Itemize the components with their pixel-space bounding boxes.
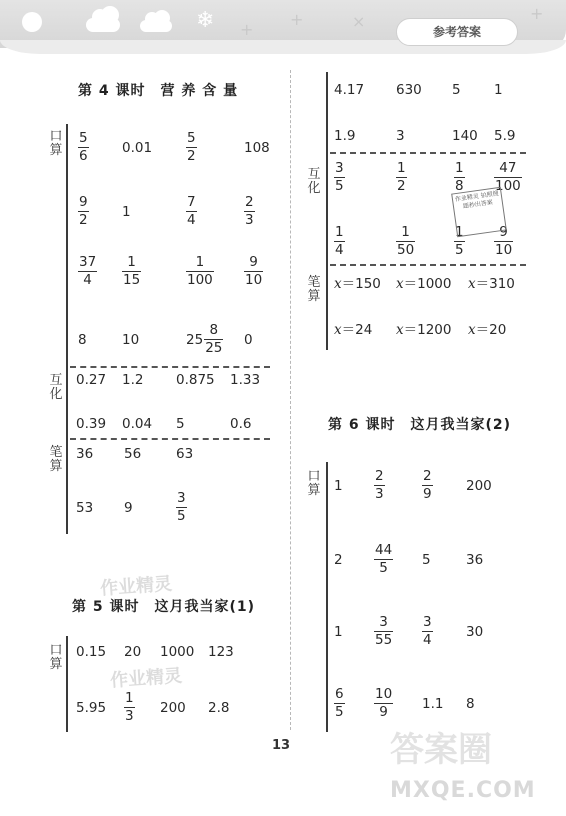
equation-value: ＝150 (341, 276, 381, 292)
fraction-numerator: 1 (455, 160, 464, 176)
answer-value: 1 (494, 82, 503, 98)
fraction-numerator: 47 (499, 160, 517, 176)
fraction-numerator: 1 (125, 690, 134, 706)
lesson4-divider-1 (70, 366, 270, 368)
answer-value: 140 (452, 128, 478, 144)
fraction-numerator: 9 (249, 254, 258, 270)
fraction-numerator: 1 (401, 224, 410, 240)
answer-value: 1.2 (122, 372, 144, 388)
header-banner (0, 0, 566, 48)
fraction-denominator: 8 (455, 178, 464, 194)
answer-value: 200 (466, 478, 492, 494)
right-top-bracket-line (326, 72, 328, 350)
fraction-numerator: 3 (177, 490, 186, 506)
fraction-numerator: 2 (375, 468, 384, 484)
cloud-icon (86, 18, 120, 32)
fraction-numerator: 2 (245, 194, 254, 210)
fraction-denominator: 3 (375, 486, 384, 502)
equation-answer (396, 318, 451, 338)
fraction-denominator: 25 (205, 340, 223, 356)
fraction-answer (122, 255, 141, 288)
fraction-numerator: 10 (375, 686, 393, 702)
fraction-answer (176, 491, 187, 524)
fraction-numerator: 9 (79, 194, 88, 210)
answer-value: 36 (76, 446, 94, 462)
mixed-number-whole: 25 (186, 331, 204, 348)
fraction-denominator: 15 (123, 272, 141, 288)
fraction-answer (454, 161, 465, 194)
equation-variable: x (468, 322, 476, 338)
answer-value: 8 (466, 696, 475, 712)
fraction-denominator: 4 (187, 212, 196, 228)
lesson4-title: 第 4 课时 营 养 含 量 (78, 83, 239, 99)
equation-variable: x (334, 276, 342, 292)
plus-deco-icon: + (290, 10, 304, 29)
fraction-denominator: 5 (177, 508, 186, 524)
fraction-denominator: 4 (423, 632, 432, 648)
lesson5-oral-label: 口算 (49, 643, 63, 672)
right-top-written-label: 笔算 (307, 275, 321, 304)
answer-value: 1.1 (422, 696, 444, 712)
fraction-answer (244, 255, 263, 288)
fraction-numerator: 6 (335, 686, 344, 702)
answer-value: 2 (334, 552, 343, 568)
plus-deco-icon: + (530, 4, 544, 23)
answer-value: 0 (244, 332, 253, 348)
right-top-divider-2 (330, 264, 526, 266)
answer-value: 20 (124, 644, 142, 660)
answer-value: 200 (160, 700, 186, 716)
cross-deco-icon: × (352, 12, 366, 31)
equation-answer (334, 318, 372, 338)
lesson4-oral-label: 口算 (49, 129, 63, 158)
snowflake-icon: ❄ (196, 8, 215, 33)
answer-value: 56 (124, 446, 142, 462)
fraction-denominator: 4 (83, 272, 92, 288)
watermark-site-logo: 答案圈 (390, 730, 492, 770)
answer-value: 0.6 (230, 416, 252, 432)
answer-value: 5.9 (494, 128, 516, 144)
answer-value: 5 (422, 552, 431, 568)
answer-key-badge: 参考答案 (396, 18, 518, 46)
answer-value: 1000 (160, 644, 195, 660)
fraction-denominator: 3 (245, 212, 254, 228)
answer-value: 0.27 (76, 372, 107, 388)
equation-answer (468, 318, 506, 338)
fraction-denominator: 4 (335, 242, 344, 258)
equation-answer (334, 272, 381, 292)
fraction-denominator: 50 (397, 242, 415, 258)
fraction-denominator: 6 (79, 148, 88, 164)
fraction-numerator: 3 (335, 160, 344, 176)
answer-value: 1 (334, 624, 343, 640)
lesson4-divider-2 (70, 438, 270, 440)
fraction-numerator: 1 (397, 160, 406, 176)
fraction-answer (78, 195, 89, 228)
fraction-denominator: 5 (455, 242, 464, 258)
equation-answer (396, 272, 451, 292)
answer-value: 1.9 (334, 128, 356, 144)
fraction-numerator: 1 (127, 254, 136, 270)
equation-variable: x (334, 322, 342, 338)
fraction-answer (186, 255, 214, 288)
fraction-denominator: 2 (187, 148, 196, 164)
fraction-answer (422, 615, 433, 648)
equation-variable: x (468, 276, 476, 292)
fraction-answer (374, 469, 385, 502)
fraction-numerator: 1 (455, 224, 464, 240)
fraction-answer (78, 131, 89, 164)
fraction-denominator: 100 (187, 272, 213, 288)
equation-value: ＝1000 (403, 276, 452, 292)
fraction (204, 323, 223, 356)
fraction-denominator: 9 (379, 704, 388, 720)
watermark-faint-2: 作业精灵 (109, 665, 183, 692)
answer-value: 63 (176, 446, 194, 462)
fraction-answer (78, 255, 97, 288)
cloud-icon (140, 20, 172, 32)
column-divider (290, 70, 291, 730)
answer-value: 10 (122, 332, 140, 348)
fraction-answer (374, 543, 393, 576)
fraction-answer (186, 195, 197, 228)
page-number: 13 (272, 738, 291, 753)
fraction-answer (334, 225, 345, 258)
watermark-faint-1: 作业精灵 (99, 573, 173, 600)
fraction-answer (244, 195, 255, 228)
fraction-denominator: 2 (397, 178, 406, 194)
lesson6-title: 第 6 课时 这月我当家(2) (328, 417, 512, 433)
answer-value: 1.33 (230, 372, 261, 388)
fraction-denominator: 9 (423, 486, 432, 502)
fraction-denominator: 3 (125, 708, 134, 724)
fraction-answer (186, 131, 197, 164)
lesson4-bracket-line (66, 124, 68, 534)
answer-value: 0.39 (76, 416, 107, 432)
fraction-numerator: 2 (423, 468, 432, 484)
answer-value: 5 (176, 416, 185, 432)
fraction-answer (396, 225, 415, 258)
fraction-numerator: 1 (335, 224, 344, 240)
equation-value: ＝310 (475, 276, 515, 292)
fraction-numerator: 9 (499, 224, 508, 240)
equation-value: ＝1200 (403, 322, 452, 338)
fraction-numerator: 44 (375, 542, 393, 558)
answer-value: 108 (244, 140, 270, 156)
lesson5-bracket-line (66, 636, 68, 732)
lesson5-title: 第 5 课时 这月我当家(1) (72, 599, 256, 615)
fraction-denominator: 2 (79, 212, 88, 228)
fraction-answer (396, 161, 407, 194)
fraction-answer (334, 161, 345, 194)
lesson6-oral-label: 口算 (307, 469, 321, 498)
answer-value: 630 (396, 82, 422, 98)
answer-value: 8 (78, 332, 87, 348)
fraction-numerator: 8 (209, 322, 219, 338)
fraction-denominator: 10 (495, 242, 513, 258)
watermark-site-url: MXQE.COM (390, 778, 536, 803)
sun-icon (22, 12, 42, 32)
answer-value: 5 (452, 82, 461, 98)
answer-value: 2.8 (208, 700, 230, 716)
fraction-answer (124, 691, 135, 724)
answer-value: 1 (122, 204, 131, 220)
answer-value: 4.17 (334, 82, 365, 98)
answer-value: 0.04 (122, 416, 153, 432)
answer-value: 53 (76, 500, 94, 516)
answer-value: 5.95 (76, 700, 107, 716)
equation-answer (468, 272, 515, 292)
answer-value: 30 (466, 624, 484, 640)
plus-deco-icon: + (240, 20, 254, 39)
equation-variable: x (396, 276, 404, 292)
lesson4-mutual-label: 互化 (49, 373, 63, 402)
fraction-numerator: 3 (379, 614, 388, 630)
right-top-divider-1 (330, 152, 526, 154)
fraction-denominator: 5 (379, 560, 388, 576)
lesson6-bracket-line (326, 462, 328, 732)
fraction-denominator: 10 (245, 272, 263, 288)
fraction-denominator: 5 (335, 178, 344, 194)
fraction-numerator: 1 (195, 254, 205, 270)
answer-value: 0.15 (76, 644, 107, 660)
fraction-denominator: 55 (375, 632, 393, 648)
fraction-numerator: 7 (187, 194, 196, 210)
fraction-denominator: 100 (495, 178, 521, 194)
equation-value: ＝24 (341, 322, 373, 338)
watermark-stamp: 作业精灵 拍照搜题秒出答案 (451, 187, 507, 238)
answer-value: 3 (396, 128, 405, 144)
fraction-answer (374, 615, 393, 648)
fraction-answer (422, 469, 433, 502)
mixed-number-answer (186, 323, 223, 356)
answer-value: 36 (466, 552, 484, 568)
fraction-numerator: 3 (423, 614, 432, 630)
right-top-mutual-label: 互化 (307, 167, 321, 196)
fraction-answer (374, 687, 393, 720)
answer-value: 123 (208, 644, 234, 660)
equation-value: ＝20 (475, 322, 507, 338)
answer-value: 1 (334, 478, 343, 494)
fraction-denominator: 5 (335, 704, 344, 720)
answer-value: 0.01 (122, 140, 153, 156)
equation-variable: x (396, 322, 404, 338)
fraction-numerator: 5 (79, 130, 88, 146)
fraction-numerator: 37 (79, 254, 97, 270)
answer-value: 0.875 (176, 372, 215, 388)
answer-value: 9 (124, 500, 133, 516)
fraction-answer (334, 687, 345, 720)
fraction-numerator: 5 (187, 130, 196, 146)
lesson4-written-label: 笔算 (49, 445, 63, 474)
